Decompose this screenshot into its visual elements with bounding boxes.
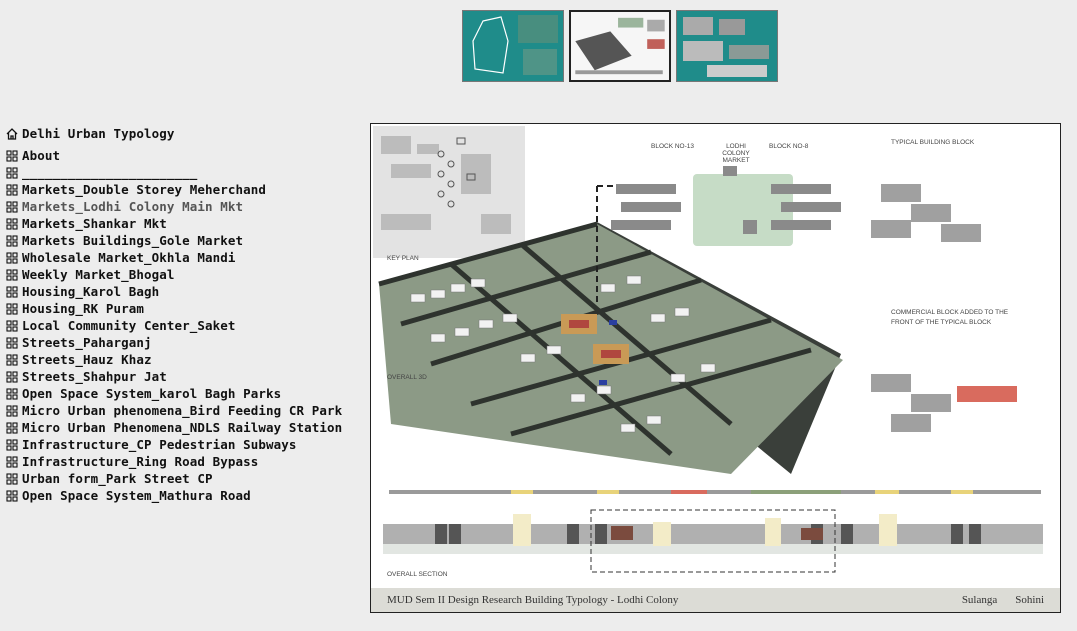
label-block8: BLOCK NO-8 (769, 143, 809, 150)
grid-icon (6, 473, 18, 485)
grid-icon (6, 252, 18, 264)
nav-item-label: Micro Urban Phenomena_NDLS Railway Station (22, 420, 343, 435)
grid-icon (6, 320, 18, 332)
nav-item[interactable] (6, 317, 342, 334)
grid-icon (6, 167, 18, 179)
thumbnail-2-image (571, 12, 669, 80)
thumbnail-1-image (463, 11, 563, 81)
nav-item-label: Housing_RK Puram (22, 301, 145, 316)
nav-item[interactable] (6, 147, 342, 164)
grid-icon (6, 405, 18, 417)
nav-item[interactable] (6, 300, 342, 317)
nav-item[interactable] (6, 198, 342, 215)
nav-item[interactable] (6, 385, 342, 402)
nav-item-label: Housing_Karol Bagh (22, 284, 160, 299)
grid-icon (6, 388, 18, 400)
thumbnail-strip (462, 10, 778, 82)
grid-icon (6, 286, 18, 298)
grid-icon (6, 269, 18, 281)
nav-item-label: Weekly Market_Bhogal (22, 267, 175, 282)
footer-author-2: Sohini (1015, 594, 1044, 606)
nav-item-label: Open Space System_karol Bagh Parks (22, 386, 282, 401)
grid-icon (6, 439, 18, 451)
nav-item-label: Markets Buildings_Gole Market (22, 233, 244, 248)
grid-icon (6, 354, 18, 366)
nav-list (6, 147, 342, 504)
nav-item[interactable] (6, 215, 342, 232)
nav-item-label: _______________________ (22, 165, 198, 180)
nav-item[interactable] (6, 470, 342, 487)
board-footer (371, 588, 1060, 612)
label-commercial-block: COMMERCIAL BLOCK ADDED TO THE FRONT OF THE TYPICAL BLOCK (891, 309, 1009, 326)
nav-item[interactable] (6, 266, 342, 283)
nav-item[interactable] (6, 436, 342, 453)
nav-item-label: Streets_Shahpur Jat (22, 369, 167, 384)
nav-item-label: Streets_Hauz Khaz (22, 352, 152, 367)
grid-icon (6, 490, 18, 502)
grid-icon (6, 371, 18, 383)
thumbnail-2[interactable] (569, 10, 671, 82)
nav-item-label: Urban form_Park Street CP (22, 471, 213, 486)
label-block13: BLOCK NO-13 (651, 143, 694, 150)
label-market: LODHI COLONY MARKET (722, 143, 750, 164)
thumbnail-3[interactable] (676, 10, 778, 82)
nav-item-label: Local Community Center_Saket (22, 318, 236, 333)
nav-item-label: Wholesale Market_Okhla Mandi (22, 250, 236, 265)
label-overall-section: OVERALL SECTION (387, 571, 448, 578)
grid-icon (6, 303, 18, 315)
grid-icon (6, 337, 18, 349)
nav-item-label: Markets_Lodhi Colony Main Mkt (22, 199, 244, 214)
grid-icon (6, 422, 18, 434)
nav-item-label: Infrastructure_CP Pedestrian Subways (22, 437, 297, 452)
nav-item[interactable] (6, 249, 342, 266)
footer-author-1: Sulanga (961, 594, 998, 606)
thumbnail-1[interactable] (462, 10, 564, 82)
nav-item[interactable] (6, 402, 342, 419)
nav-item[interactable] (6, 283, 342, 300)
grid-icon (6, 235, 18, 247)
grid-icon (6, 184, 18, 196)
label-keyplan: KEY PLAN (387, 255, 419, 262)
board-illustration (371, 124, 1060, 588)
thumbnail-3-image (677, 11, 777, 81)
nav-item[interactable] (6, 419, 342, 436)
grid-icon (6, 456, 18, 468)
nav-item[interactable] (6, 351, 342, 368)
nav-item[interactable] (6, 232, 342, 249)
footer-title: MUD Sem II Design Research Building Typology - Lodhi Colony (387, 594, 679, 606)
nav-item-label: Markets_Double Storey Meherchand (22, 182, 267, 197)
nav-item-label: Micro Urban phenomena_Bird Feeding CR Park (22, 403, 343, 418)
nav-title[interactable] (6, 125, 342, 142)
nav-item[interactable] (6, 181, 342, 198)
grid-icon (6, 218, 18, 230)
nav-item-label: Infrastructure_Ring Road Bypass (22, 454, 259, 469)
home-icon (6, 128, 18, 140)
grid-icon (6, 150, 18, 162)
nav-item[interactable] (6, 368, 342, 385)
label-typical-block: TYPICAL BUILDING BLOCK (891, 139, 975, 146)
nav-item[interactable] (6, 487, 342, 504)
project-nav (6, 125, 342, 504)
nav-item[interactable] (6, 453, 342, 470)
nav-item-label: Streets_Paharganj (22, 335, 152, 350)
nav-item-label: Markets_Shankar Mkt (22, 216, 167, 231)
nav-title-text: Delhi Urban Typology (22, 126, 175, 141)
project-board-image (370, 123, 1061, 613)
nav-item[interactable] (6, 334, 342, 351)
grid-icon (6, 201, 18, 213)
nav-item-label: Open Space System_Mathura Road (22, 488, 251, 503)
nav-item-label: About (22, 148, 61, 163)
nav-item[interactable] (6, 164, 342, 181)
label-overall-3d: OVERALL 3D (387, 374, 427, 381)
